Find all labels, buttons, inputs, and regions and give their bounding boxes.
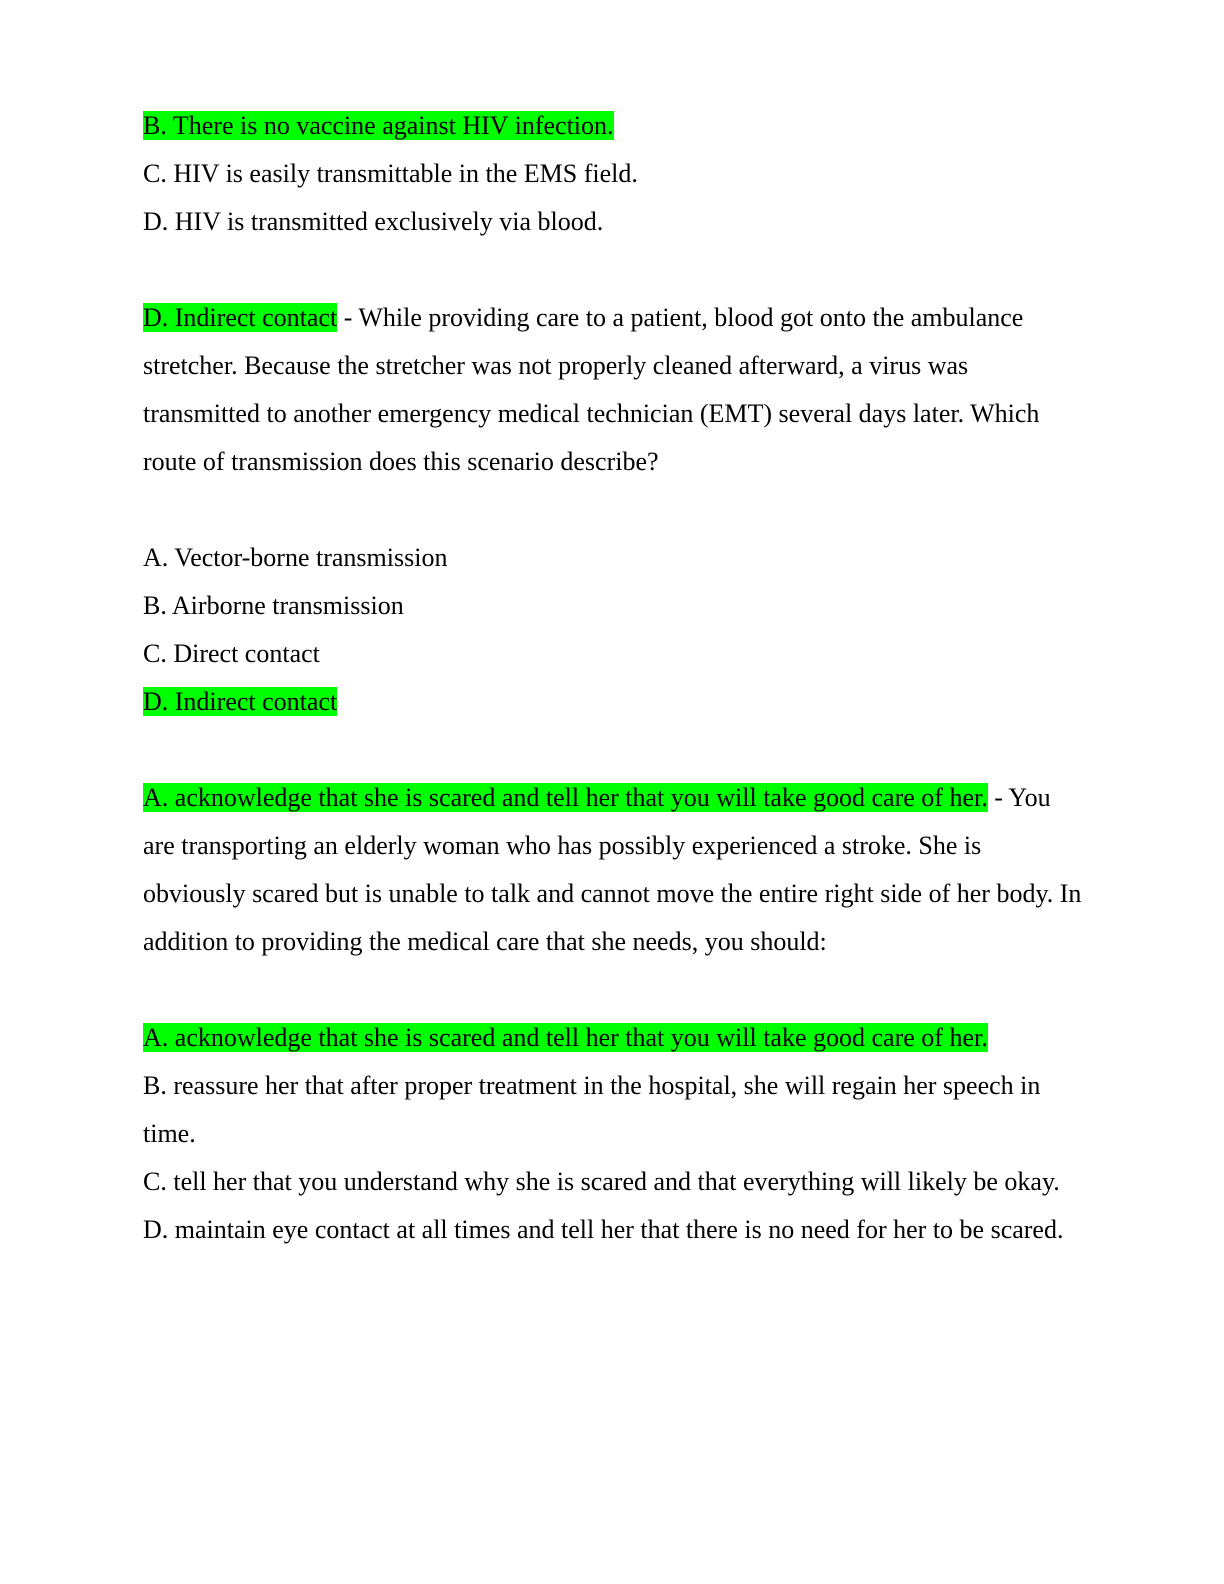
highlighted-correct-answer: B. There is no vaccine against HIV infection. xyxy=(143,111,614,140)
document-page xyxy=(143,102,1083,1254)
answer-option-c: C. HIV is easily transmittable in the EMS field. xyxy=(143,159,638,188)
highlighted-correct-answer: A. acknowledge that she is scared and tell her that you will take good care of her. xyxy=(143,1023,988,1052)
question-body: - While providing care to a patient, blood got onto the ambulance stretcher. Because the stretcher was not properly cleaned afterward, a virus was transmitted to another emergency medical technician (EMT) several days later. Which route of transmission does this scenario describe? xyxy=(143,303,1040,476)
answer-option-d: D. HIV is transmitted exclusively via blood. xyxy=(143,207,604,236)
answer-option-a: A. Vector-borne transmission xyxy=(143,543,448,572)
question-text xyxy=(143,294,1083,486)
spacer xyxy=(143,486,1083,534)
question-block-2 xyxy=(143,294,1083,726)
highlighted-correct-answer: D. Indirect contact xyxy=(143,687,338,716)
spacer xyxy=(143,246,1083,294)
answer-option-d: D. maintain eye contact at all times and tell her that there is no need for her to be scared. xyxy=(143,1215,1064,1244)
answer-option-c: C. tell her that you understand why she is scared and that everything will likely be okay. xyxy=(143,1167,1060,1196)
answer-option-b: B. Airborne transmission xyxy=(143,591,404,620)
question-block-3 xyxy=(143,774,1083,1254)
spacer xyxy=(143,726,1083,774)
highlighted-answer-key: A. acknowledge that she is scared and tell her that you will take good care of her. xyxy=(143,783,988,812)
spacer xyxy=(143,966,1083,1014)
answer-option-a xyxy=(143,1014,1083,1062)
answer-option-c: C. Direct contact xyxy=(143,639,320,668)
highlighted-answer-key: D. Indirect contact xyxy=(143,303,338,332)
question-block-1 xyxy=(143,102,1083,246)
answer-option-b xyxy=(143,102,1083,150)
question-text xyxy=(143,774,1083,966)
answer-option-b: B. reassure her that after proper treatment in the hospital, she will regain her speech in time. xyxy=(143,1071,1041,1148)
answer-option-d xyxy=(143,678,1083,726)
question-body: - You are transporting an elderly woman who has possibly experienced a stroke. She is obviously scared but is unable to talk and cannot move the entire right side of her body. In addition to providing the medical care that she needs, you should: xyxy=(143,783,1082,956)
